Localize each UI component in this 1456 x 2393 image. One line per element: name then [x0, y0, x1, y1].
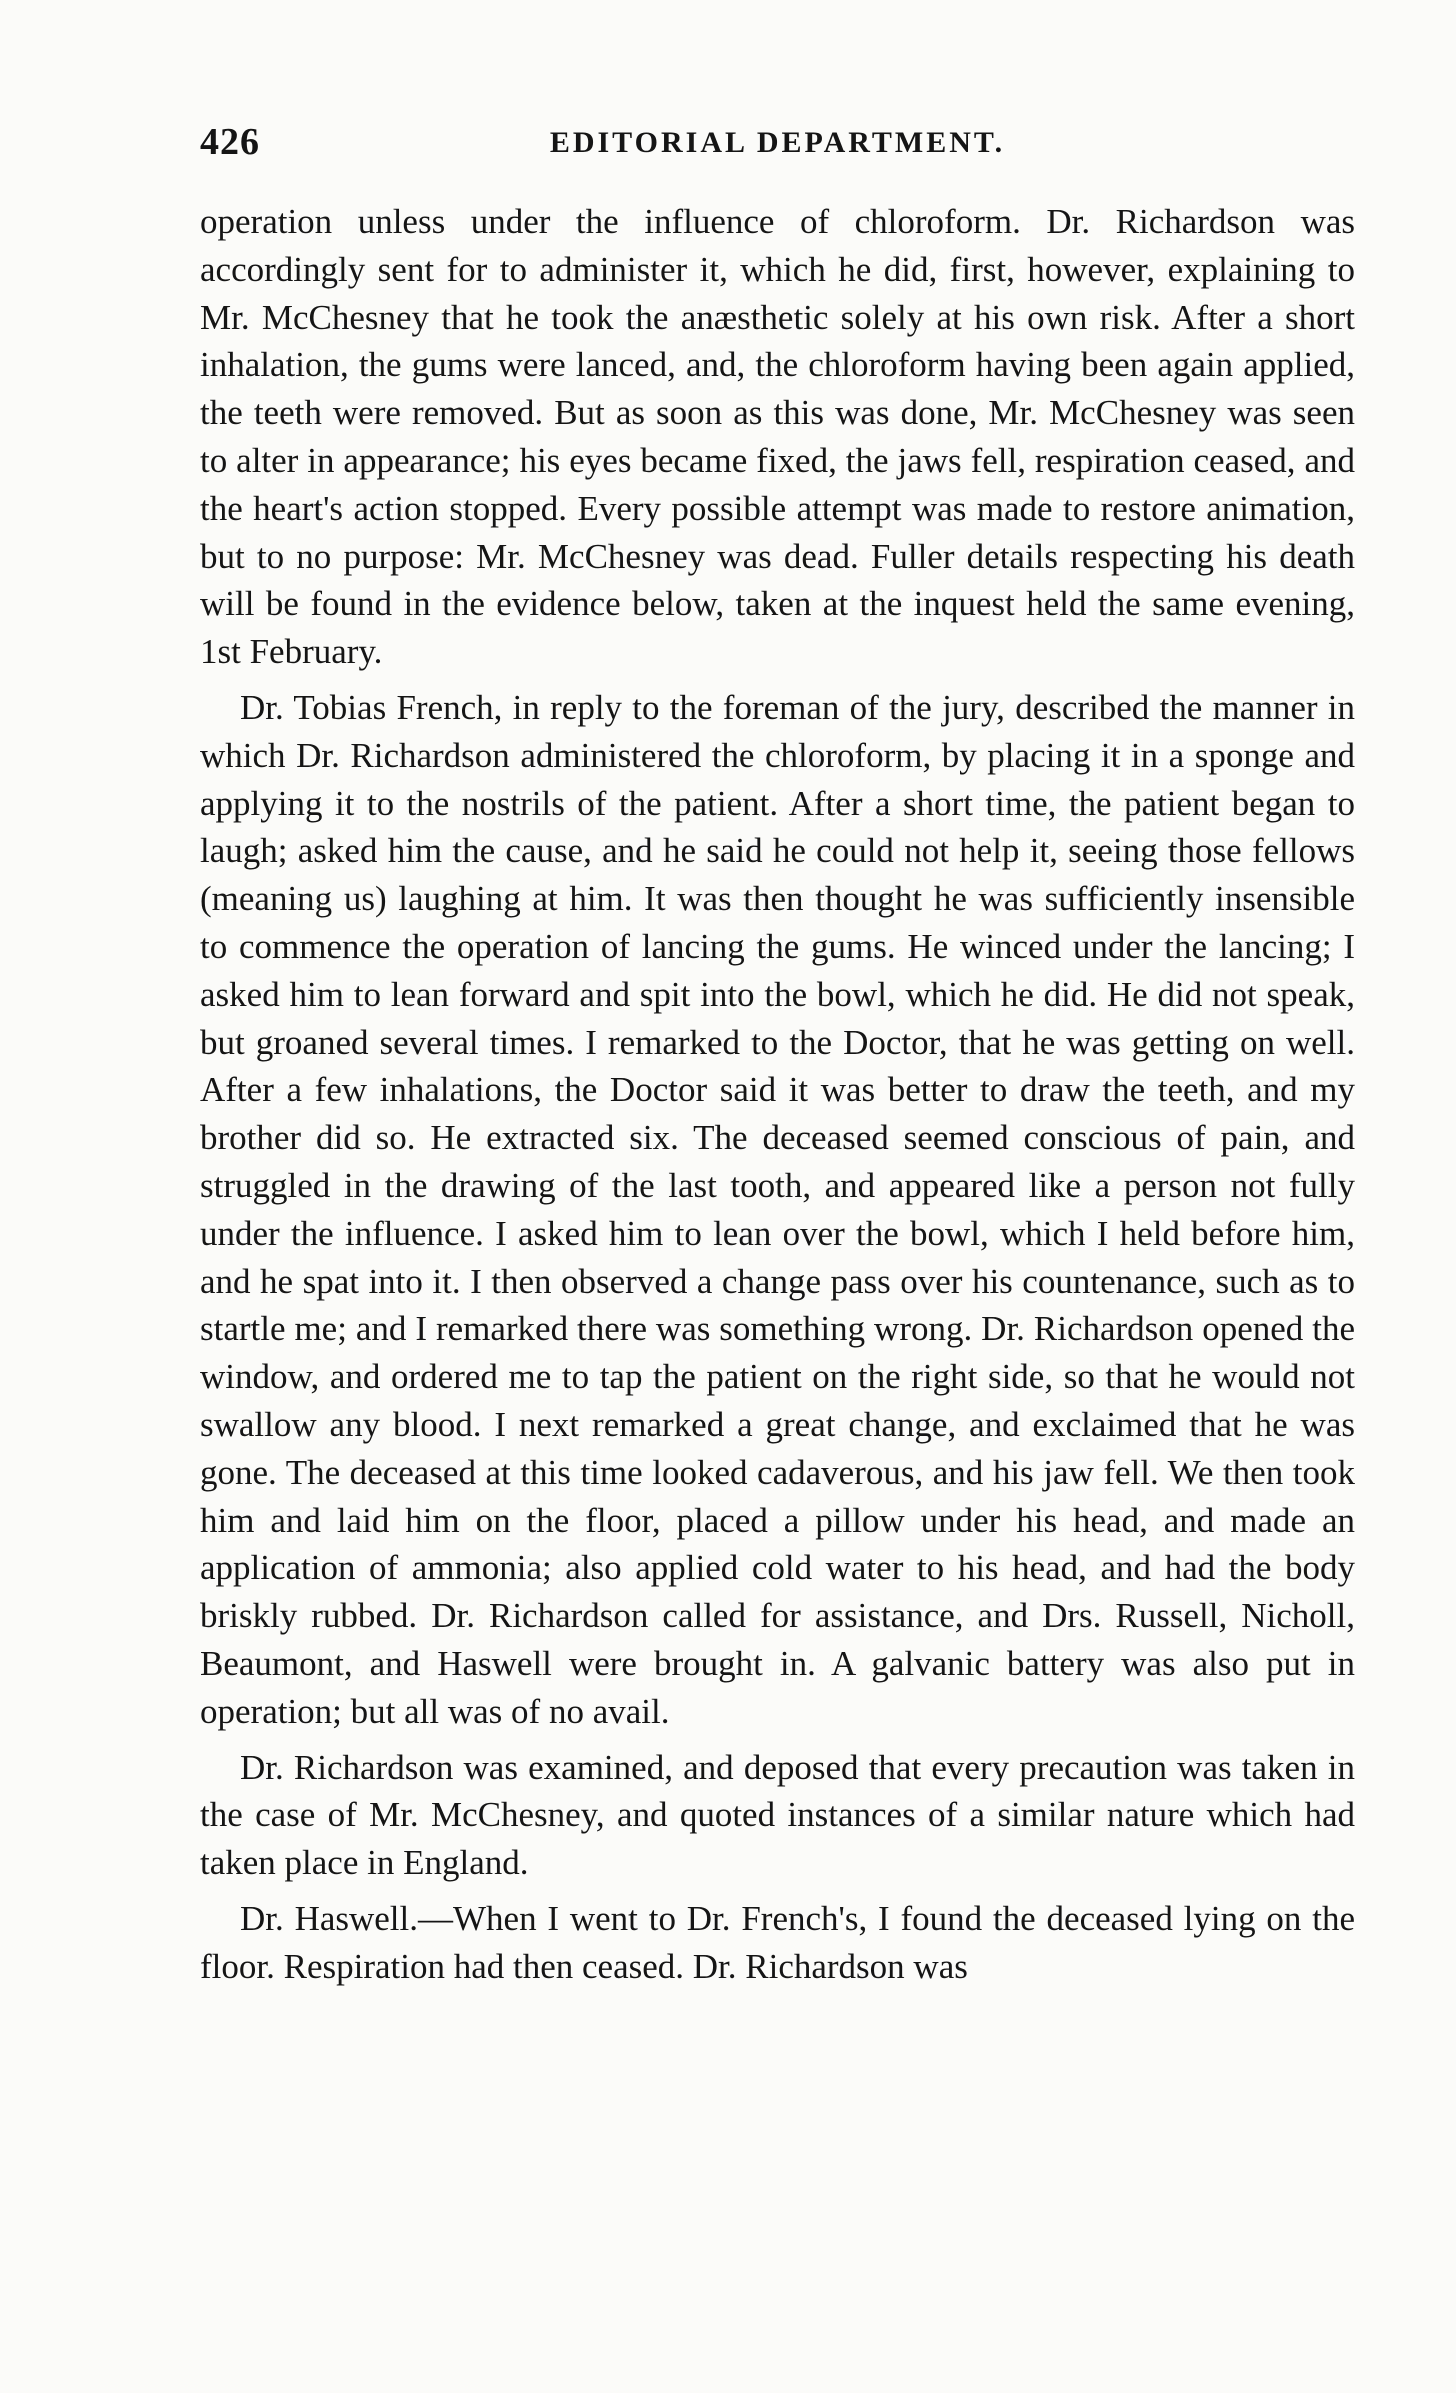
book-page	[200, 120, 1355, 1998]
paragraph-haswell-testimony: Dr. Haswell.—When I went to Dr. French's, I found the deceased lying on the floor. Respiration had then ceased. Dr. Richardson was	[200, 1898, 1355, 1986]
paragraph-french-testimony: Dr. Tobias French, in reply to the foreman of the jury, described the manner in which Dr. Richardson administered the chloroform, by placing it in a sponge and applying it to the nostrils of the patient. After a short time, the patient began to laugh; asked him the cause, and he said he could not help it, seeing those fellows (meaning us) laughing at him. It was then thought he was sufficiently insensible to commence the operation of lancing the gums. He winced under the lancing; I asked him to lean forward and spit into the bowl, which he did. He did not speak, but groaned several times. I remarked to the Doctor, that he was getting on well. After a few inhalations, the Doctor said it was better to draw the teeth, and my brother did so. He extracted six. The deceased seemed conscious of pain, and struggled in the drawing of the last tooth, and appeared like a person not fully under the influence. I asked him to lean over the bowl, which I held before him, and he spat into it. I then observed a change pass over his countenance, such as to startle me; and I remarked there was something wrong. Dr. Richardson opened the window, and ordered me to tap the patient on the right side, so that he would not swallow any blood. I next remarked a great change, and exclaimed that he was gone. The deceased at this time looked cadaverous, and his jaw fell. We then took him and laid him on the floor, placed a pillow under his head, and made an application of ammonia; also applied cold water to his head, and had the body briskly rubbed. Dr. Richardson called for assistance, and Drs. Russell, Nicholl, Beaumont, and Haswell were brought in. A galvanic battery was also put in operation; but all was of no avail.	[200, 687, 1355, 1731]
page-header	[200, 120, 1355, 180]
page-number: 426	[200, 121, 260, 163]
running-head: EDITORIAL DEPARTMENT.	[549, 126, 1006, 159]
paragraph-continuation: operation unless under the influence of chloroform. Dr. Richardson was accordingly sent for to administer it, which he did, first, however, explaining to Mr. McChesney that he took the anæsthetic solely at his own risk. After a short inhalation, the gums were lanced, and, the chloroform having been again applied, the teeth were removed. But as soon as this was done, Mr. McChesney was seen to alter in appearance; his eyes became fixed, the jaws fell, respiration ceased, and the heart's action stopped. Every possible attempt was made to restore animation, but to no purpose: Mr. McChesney was dead. Fuller details respecting his death will be found in the evidence below, taken at the inquest held the same evening, 1st February.	[200, 202, 1355, 672]
paragraph-richardson-testimony: Dr. Richardson was examined, and deposed that every precaution was taken in the case of Mr. McChesney, and quoted instances of a similar nature which had taken place in England.	[200, 1747, 1355, 1883]
body-text	[200, 198, 1355, 1990]
